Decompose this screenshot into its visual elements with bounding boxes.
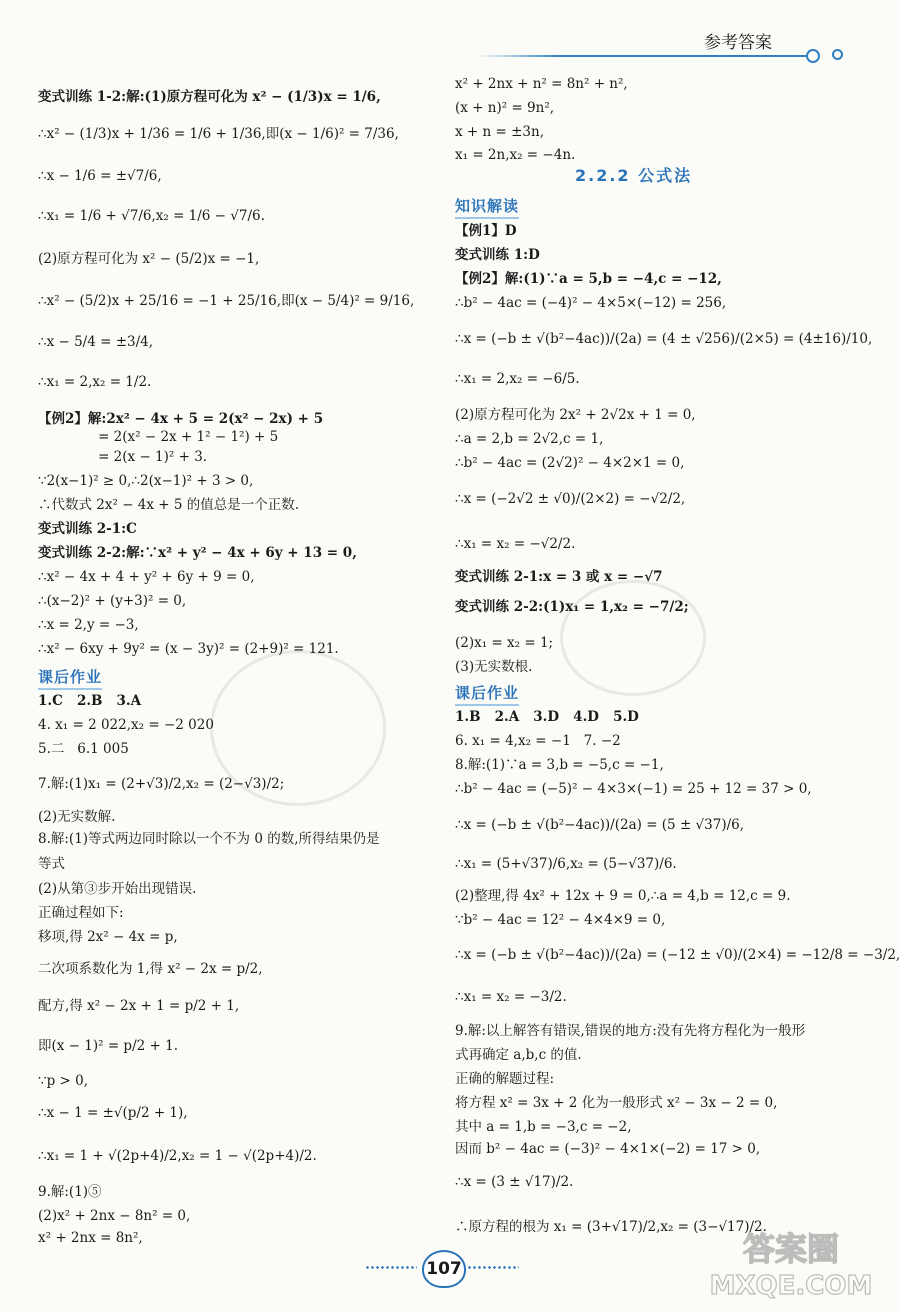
answer-line: 【例2】解:2x² − 4x + 5 = 2(x² − 2x) + 5 [38,411,324,427]
answer-line: 9.解:(1)⑤ [38,1184,102,1200]
answer-line: ∴x₁ = x₂ = −√2/2. [455,536,576,552]
page-number-area [365,1248,535,1288]
answer-line: ∴(x−2)² + (y+3)² = 0, [38,593,187,609]
dots-decoration [467,1266,519,1269]
answer-line: 将方程 x² = 3x + 2 化为一般形式 x² − 3x − 2 = 0, [455,1095,778,1111]
answer-line: 变式训练 2-1:x = 3 或 x = −√7 [455,569,663,585]
answer-line: 配方,得 x² − 2x + 1 = p/2 + 1, [38,998,240,1014]
answer-line: ∴x₁ = 2,x₂ = 1/2. [38,374,152,390]
answer-line: ∴x − 1 = ±√(p/2 + 1), [38,1105,188,1121]
answer-line: ∴x₁ = x₂ = −3/2. [455,989,567,1005]
header-dot-icon [832,49,843,60]
answer-line: 变式训练 2-1:C [38,521,137,537]
answer-line: 6. x₁ = 4,x₂ = −1 7. −2 [455,733,621,749]
answer-line: ∴x₁ = 2,x₂ = −6/5. [455,371,580,387]
answer-line: (2)无实数解. [38,809,116,825]
page-number: 107 [422,1250,466,1288]
answer-line: 7.解:(1)x₁ = (2+√3)/2,x₂ = (2−√3)/2; [38,776,285,792]
answer-line: ∴x = (−2√2 ± √0)/(2×2) = −√2/2, [455,491,686,507]
answer-line: ∵b² − 4ac = 12² − 4×4×9 = 0, [455,912,666,928]
answer-line: x² + 2nx + n² = 8n² + n², [455,76,628,92]
answer-line: ∴x² − (1/3)x + 1/36 = 1/6 + 1/36,即(x − 1/6)² = 7/36, [38,126,399,142]
answer-line: 即(x − 1)² = p/2 + 1. [38,1038,178,1054]
section-tag: 课后作业 [38,668,103,686]
dots-decoration [365,1266,417,1269]
answer-line: = 2(x² − 2x + 1² − 1²) + 5 [38,429,279,445]
header-rule [478,55,808,57]
answer-line: 正确过程如下: [38,905,124,921]
answer-line: 式再确定 a,b,c 的值. [455,1047,582,1063]
answer-line: ∴x₁ = 1/6 + √7/6,x₂ = 1/6 − √7/6. [38,208,265,224]
watermark-text2: MXQE.COM [709,1271,873,1301]
answer-line: 1.C 2.B 3.A [38,693,142,709]
answer-line: 其中 a = 1,b = −3,c = −2, [455,1119,632,1135]
header-title: 参考答案 [704,33,772,53]
answer-line: ∵p > 0, [38,1073,89,1089]
answer-line: (3)无实数根. [455,659,533,675]
answer-line: 正确的解题过程: [455,1071,555,1087]
answer-line: ∴x = (3 ± √17)/2. [455,1174,574,1190]
watermark-text1: 答案圈 [742,1230,840,1268]
answer-line: 变式训练 2-2:(1)x₁ = 1,x₂ = −7/2; [455,599,689,615]
answer-line: ∴x₁ = 1 + √(2p+4)/2,x₂ = 1 − √(2p+4)/2. [38,1148,317,1164]
answer-line: ∴x² − 6xy + 9y² = (x − 3y)² = (2+9)² = 121. [38,641,339,657]
answer-line: 移项,得 2x² − 4x = p, [38,929,178,945]
answer-line: x₁ = 2n,x₂ = −4n. [455,147,576,163]
answer-line: ∴b² − 4ac = (2√2)² − 4×2×1 = 0, [455,455,685,471]
answer-line: 变式训练 2-2:解:∵x² + y² − 4x + 6y + 13 = 0, [38,545,357,561]
answer-line: ∴x − 5/4 = ±3/4, [38,334,154,350]
section-tag: 课后作业 [455,684,520,702]
answer-line: (2)整理,得 4x² + 12x + 9 = 0,∴a = 4,b = 12,c = 9. [455,888,791,904]
answer-line: = 2(x − 1)² + 3. [38,449,208,465]
answer-line: 4. x₁ = 2 022,x₂ = −2 020 [38,717,214,733]
answer-line: ∴代数式 2x² − 4x + 5 的值总是一个正数. [38,497,300,513]
answer-line: (2)x₁ = x₂ = 1; [455,635,554,651]
answer-line: x + n = ±3n, [455,124,544,140]
answer-line: 8.解:(1)∵a = 3,b = −5,c = −1, [455,757,664,773]
answer-line: 5.二 6.1 005 [38,741,129,757]
answer-line: ∴原方程的根为 x₁ = (3+√17)/2,x₂ = (3−√17)/2. [455,1219,767,1235]
answer-line: 因而 b² − 4ac = (−3)² − 4×1×(−2) = 17 > 0, [455,1141,761,1157]
answer-line: 【例2】解:(1)∵a = 5,b = −4,c = −12, [455,271,722,287]
answer-line: ∴x − 1/6 = ±√7/6, [38,168,162,184]
answer-line: ∴b² − 4ac = (−4)² − 4×5×(−12) = 256, [455,295,727,311]
answer-line: ∴x₁ = (5+√37)/6,x₂ = (5−√37)/6. [455,856,677,872]
answer-line: (2)从第③步开始出现错误. [38,881,197,897]
section-title: 2.2.2 公式法 [575,166,693,185]
answer-line: x² + 2nx = 8n², [38,1230,143,1246]
answer-line: (x + n)² = 9n², [455,100,555,116]
answer-line: ∴b² − 4ac = (−5)² − 4×3×(−1) = 25 + 12 = 37 > 0, [455,781,812,797]
answer-line: 【例1】D [455,223,517,239]
page-header [0,0,900,70]
answer-line: ∴x = (−b ± √(b²−4ac))/(2a) = (−12 ± √0)/(2×4) = −12/8 = −3/2, [455,947,900,963]
answer-line: (2)x² + 2nx − 8n² = 0, [38,1208,191,1224]
watermark-logo [696,1222,886,1302]
section-tag: 知识解读 [455,197,520,215]
answer-line: ∴a = 2,b = 2√2,c = 1, [455,431,604,447]
answer-line: (2)原方程可化为 x² − (5/2)x = −1, [38,251,260,267]
answer-line: ∴x = (−b ± √(b²−4ac))/(2a) = (5 ± √37)/6, [455,817,745,833]
answer-line: ∴x² − 4x + 4 + y² + 6y + 9 = 0, [38,569,255,585]
answer-line: (2)原方程可化为 2x² + 2√2x + 1 = 0, [455,407,696,423]
header-dot-icon [806,49,820,63]
answer-line: 变式训练 1-2:解:(1)原方程可化为 x² − (1/3)x = 1/6, [38,89,381,105]
answer-line: ∴x² − (5/2)x + 25/16 = −1 + 25/16,即(x − 5/4)² = 9/16, [38,293,415,309]
answer-line: 9.解:以上解答有错误,错误的地方:没有先将方程化为一般形 [455,1023,806,1039]
answer-line: 等式 [38,856,65,872]
answer-line: 8.解:(1)等式两边同时除以一个不为 0 的数,所得结果仍是 [38,831,380,847]
answer-line: 变式训练 1:D [455,247,540,263]
answer-line: 1.B 2.A 3.D 4.D 5.D [455,709,639,725]
answer-line: ∴x = (−b ± √(b²−4ac))/(2a) = (4 ± √256)/(2×5) = (4±16)/10, [455,331,873,347]
answer-line: ∴x = 2,y = −3, [38,617,139,633]
answer-line: ∵2(x−1)² ≥ 0,∴2(x−1)² + 3 > 0, [38,473,254,489]
answer-line: 二次项系数化为 1,得 x² − 2x = p/2, [38,961,263,977]
